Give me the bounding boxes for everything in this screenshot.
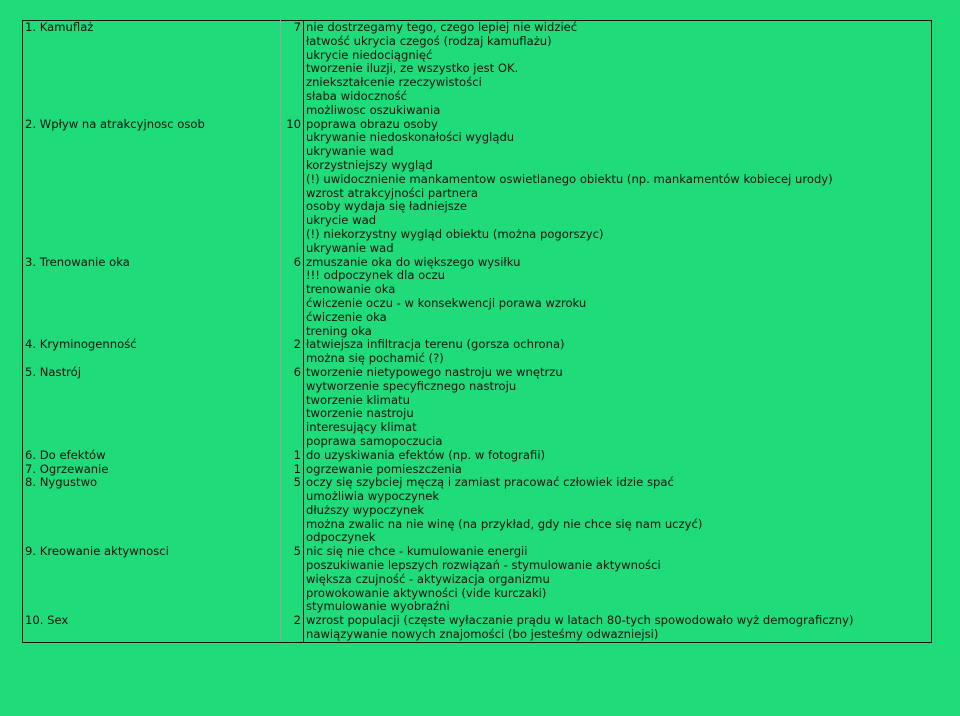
description-cell[interactable]: łatwiejsza infiltracja terenu (gorsza ochrona) xyxy=(304,338,932,352)
description-cell[interactable]: ogrzewanie pomieszczenia xyxy=(304,463,932,477)
table-row xyxy=(23,283,932,297)
description-cell[interactable]: ćwiczenie oka xyxy=(304,311,932,325)
category-cell[interactable]: 8. Nygustwo xyxy=(23,476,281,490)
category-cell[interactable] xyxy=(23,559,281,573)
category-cell[interactable] xyxy=(23,352,281,366)
description-cell[interactable]: ukrycie wad xyxy=(304,214,932,228)
count-cell[interactable]: 6 xyxy=(281,256,304,270)
description-cell[interactable]: dłuższy wypoczynek xyxy=(304,504,932,518)
count-cell[interactable] xyxy=(281,90,304,104)
description-cell[interactable]: zniekształcenie rzeczywistości xyxy=(304,76,932,90)
count-cell[interactable] xyxy=(281,145,304,159)
category-cell[interactable] xyxy=(23,35,281,49)
category-cell[interactable] xyxy=(23,104,281,118)
description-cell[interactable]: wytworzenie specyficznego nastroju xyxy=(304,380,932,394)
count-cell[interactable] xyxy=(281,104,304,118)
description-cell[interactable]: łatwość ukrycia czegoś (rodzaj kamuflażu) xyxy=(304,35,932,49)
description-cell[interactable]: wzrost atrakcyjności partnera xyxy=(304,187,932,201)
description-cell[interactable]: można zwalic na nie winę (na przykład, gdy nie chce się nam uczyć) xyxy=(304,518,932,532)
description-cell[interactable]: ukrywanie wad xyxy=(304,145,932,159)
table-row xyxy=(23,518,932,532)
category-cell[interactable] xyxy=(23,380,281,394)
category-cell[interactable]: 7. Ogrzewanie xyxy=(23,463,281,477)
count-cell[interactable] xyxy=(281,228,304,242)
count-cell[interactable]: 5 xyxy=(281,476,304,490)
count-cell[interactable] xyxy=(281,297,304,311)
count-cell[interactable] xyxy=(281,587,304,601)
category-cell[interactable] xyxy=(23,325,281,339)
description-cell[interactable]: ćwiczenie oczu - w konsekwencji porawa wzroku xyxy=(304,297,932,311)
count-cell[interactable] xyxy=(281,131,304,145)
table-row xyxy=(23,559,932,573)
table-row xyxy=(23,214,932,228)
description-cell[interactable]: trenowanie oka xyxy=(304,283,932,297)
count-cell[interactable] xyxy=(281,35,304,49)
count-cell[interactable] xyxy=(281,173,304,187)
category-cell[interactable] xyxy=(23,490,281,504)
table-row xyxy=(23,242,932,256)
description-cell[interactable]: poprawa obrazu osoby xyxy=(304,118,932,132)
description-cell[interactable]: nie dostrzegamy tego, czego lepiej nie widzieć xyxy=(304,21,932,35)
count-cell[interactable]: 7 xyxy=(281,21,304,35)
count-cell[interactable] xyxy=(281,394,304,408)
description-cell[interactable]: odpoczynek xyxy=(304,531,932,545)
category-cell[interactable] xyxy=(23,131,281,145)
category-cell[interactable]: 4. Kryminogenność xyxy=(23,338,281,352)
table-row xyxy=(23,311,932,325)
table-row xyxy=(23,35,932,49)
count-cell[interactable] xyxy=(281,531,304,545)
table-row xyxy=(23,187,932,201)
table-row xyxy=(23,269,932,283)
table-row xyxy=(23,104,932,118)
count-cell[interactable] xyxy=(281,518,304,532)
category-cell[interactable] xyxy=(23,311,281,325)
count-cell[interactable] xyxy=(281,214,304,228)
count-cell[interactable] xyxy=(281,352,304,366)
category-cell[interactable] xyxy=(23,587,281,601)
category-cell[interactable]: 9. Kreowanie aktywnosci xyxy=(23,545,281,559)
table-row xyxy=(23,338,932,352)
table-row xyxy=(23,297,932,311)
category-cell[interactable] xyxy=(23,90,281,104)
count-cell[interactable]: 5 xyxy=(281,545,304,559)
description-cell[interactable]: tworzenie nastroju xyxy=(304,407,932,421)
count-cell[interactable] xyxy=(281,421,304,435)
table-row xyxy=(23,256,932,270)
table-row xyxy=(23,173,932,187)
category-cell[interactable] xyxy=(23,283,281,297)
category-cell[interactable] xyxy=(23,173,281,187)
description-cell[interactable]: nic się nie chce - kumulowanie energii xyxy=(304,545,932,559)
count-cell[interactable]: 2 xyxy=(281,338,304,352)
category-cell[interactable]: 1. Kamuflaż xyxy=(23,21,281,35)
count-cell[interactable]: 10 xyxy=(281,118,304,132)
description-cell[interactable]: wzrost populacji (częste wyłaczanie prądu w latach 80-tych spowodowało wyż demograficzny) xyxy=(304,614,932,628)
description-cell[interactable]: oczy się szybciej męczą i zamiast pracować człowiek idzie spać xyxy=(304,476,932,490)
count-cell[interactable] xyxy=(281,435,304,449)
category-cell[interactable] xyxy=(23,600,281,614)
category-cell[interactable] xyxy=(23,269,281,283)
description-cell[interactable]: zmuszanie oka do większego wysiłku xyxy=(304,256,932,270)
table-row xyxy=(23,62,932,76)
table-row xyxy=(23,587,932,601)
table-row xyxy=(23,366,932,380)
count-cell[interactable] xyxy=(281,242,304,256)
description-cell[interactable]: większa czujność - aktywizacja organizmu xyxy=(304,573,932,587)
category-cell[interactable]: 5. Nastrój xyxy=(23,366,281,380)
description-cell[interactable]: do uzyskiwania efektów (np. w fotografii) xyxy=(304,449,932,463)
table-row xyxy=(23,531,932,545)
count-cell[interactable] xyxy=(281,600,304,614)
category-cell[interactable] xyxy=(23,435,281,449)
table-row xyxy=(23,352,932,366)
description-cell[interactable]: poszukiwanie lepszych rozwiązań - stymulowanie aktywności xyxy=(304,559,932,573)
table-row xyxy=(23,118,932,132)
table-row xyxy=(23,380,932,394)
table-row xyxy=(23,90,932,104)
description-cell[interactable]: tworzenie klimatu xyxy=(304,394,932,408)
spreadsheet-table xyxy=(22,20,932,643)
count-cell[interactable] xyxy=(281,490,304,504)
description-cell[interactable]: !!! odpoczynek dla oczu xyxy=(304,269,932,283)
table-row xyxy=(23,394,932,408)
count-cell[interactable] xyxy=(281,380,304,394)
category-cell[interactable]: 10. Sex xyxy=(23,614,281,628)
count-cell[interactable] xyxy=(281,311,304,325)
category-cell[interactable] xyxy=(23,407,281,421)
category-cell[interactable] xyxy=(23,297,281,311)
table-row xyxy=(23,159,932,173)
description-cell[interactable]: umożliwia wypoczynek xyxy=(304,490,932,504)
count-cell[interactable]: 1 xyxy=(281,449,304,463)
description-cell[interactable]: osoby wydaja się ładniejsze xyxy=(304,200,932,214)
table-row xyxy=(23,628,932,642)
count-cell[interactable] xyxy=(281,407,304,421)
table-row xyxy=(23,325,932,339)
category-cell[interactable]: 6. Do efektów xyxy=(23,449,281,463)
table-row xyxy=(23,200,932,214)
description-cell[interactable]: nawiązywanie nowych znajomości (bo jesteśmy odwazniejsi) xyxy=(304,628,932,642)
table-row xyxy=(23,614,932,628)
description-cell[interactable]: ukrywanie niedoskonałości wyglądu xyxy=(304,131,932,145)
category-cell[interactable] xyxy=(23,200,281,214)
count-cell[interactable] xyxy=(281,49,304,63)
table-row xyxy=(23,76,932,90)
count-cell[interactable]: 2 xyxy=(281,614,304,628)
category-cell[interactable] xyxy=(23,159,281,173)
count-cell[interactable] xyxy=(281,76,304,90)
category-cell[interactable]: 3. Trenowanie oka xyxy=(23,256,281,270)
count-cell[interactable]: 6 xyxy=(281,366,304,380)
table-row xyxy=(23,435,932,449)
category-cell[interactable] xyxy=(23,62,281,76)
category-cell[interactable] xyxy=(23,531,281,545)
table-row xyxy=(23,228,932,242)
count-cell[interactable] xyxy=(281,504,304,518)
description-cell[interactable]: możliwosc oszukiwania xyxy=(304,104,932,118)
count-cell[interactable]: 1 xyxy=(281,463,304,477)
table-row xyxy=(23,490,932,504)
table-row xyxy=(23,49,932,63)
category-cell[interactable]: 2. Wpływ na atrakcyjnosc osob xyxy=(23,118,281,132)
description-cell[interactable]: tworzenie nietypowego nastroju we wnętrzu xyxy=(304,366,932,380)
category-cell[interactable] xyxy=(23,49,281,63)
table-row xyxy=(23,600,932,614)
category-cell[interactable] xyxy=(23,214,281,228)
table-row xyxy=(23,21,932,35)
table-row xyxy=(23,463,932,477)
category-cell[interactable] xyxy=(23,76,281,90)
category-cell[interactable] xyxy=(23,573,281,587)
count-cell[interactable] xyxy=(281,325,304,339)
count-cell[interactable] xyxy=(281,159,304,173)
category-cell[interactable] xyxy=(23,228,281,242)
category-cell[interactable] xyxy=(23,145,281,159)
category-cell[interactable] xyxy=(23,628,281,642)
count-cell[interactable] xyxy=(281,283,304,297)
count-cell[interactable] xyxy=(281,559,304,573)
category-cell[interactable] xyxy=(23,518,281,532)
count-cell[interactable] xyxy=(281,269,304,283)
description-cell[interactable]: korzystniejszy wygląd xyxy=(304,159,932,173)
description-cell[interactable]: stymulowanie wyobraźni xyxy=(304,600,932,614)
count-cell[interactable] xyxy=(281,187,304,201)
description-cell[interactable]: interesujący klimat xyxy=(304,421,932,435)
description-cell[interactable]: można się pochamić (?) xyxy=(304,352,932,366)
description-cell[interactable]: słaba widoczność xyxy=(304,90,932,104)
table-row xyxy=(23,545,932,559)
count-cell[interactable] xyxy=(281,628,304,642)
table-row xyxy=(23,407,932,421)
table-row xyxy=(23,504,932,518)
description-cell[interactable]: poprawa samopoczucia xyxy=(304,435,932,449)
description-cell[interactable]: (!) niekorzystny wygląd obiektu (można pogorszyc) xyxy=(304,228,932,242)
category-cell[interactable] xyxy=(23,242,281,256)
category-cell[interactable] xyxy=(23,394,281,408)
table-row xyxy=(23,145,932,159)
table-row xyxy=(23,573,932,587)
description-cell[interactable]: trening oka xyxy=(304,325,932,339)
description-cell[interactable]: prowokowanie aktywności (vide kurczaki) xyxy=(304,587,932,601)
table-row xyxy=(23,449,932,463)
category-cell[interactable] xyxy=(23,504,281,518)
description-cell[interactable]: ukrycie niedociągnięć xyxy=(304,49,932,63)
description-cell[interactable]: tworzenie iluzji, ze wszystko jest OK. xyxy=(304,62,932,76)
description-cell[interactable]: (!) uwidocznienie mankamentow oswietlanego obiektu (np. mankamentów kobiecej urody) xyxy=(304,173,932,187)
table-row xyxy=(23,421,932,435)
count-cell[interactable] xyxy=(281,573,304,587)
count-cell[interactable] xyxy=(281,62,304,76)
count-cell[interactable] xyxy=(281,200,304,214)
table-body xyxy=(23,21,932,643)
table-row xyxy=(23,131,932,145)
table-row xyxy=(23,476,932,490)
category-cell[interactable] xyxy=(23,421,281,435)
description-cell[interactable]: ukrywanie wad xyxy=(304,242,932,256)
category-cell[interactable] xyxy=(23,187,281,201)
